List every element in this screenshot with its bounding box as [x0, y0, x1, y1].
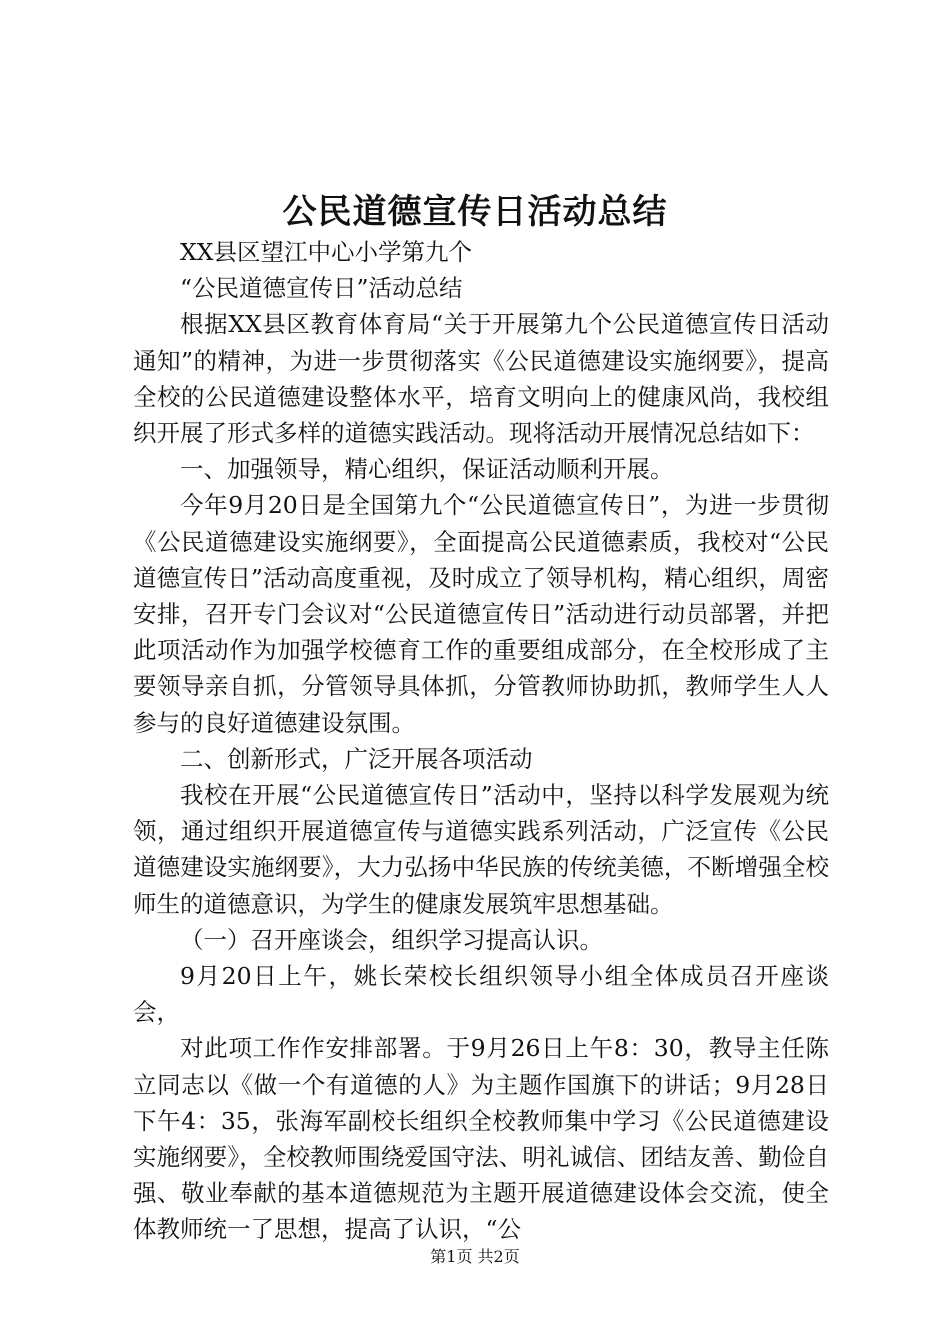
paragraph-school-name: XX县区望江中心小学第九个: [180, 238, 472, 266]
document-body: [133, 234, 829, 1248]
paragraph-meeting: 9月20日上午，姚长荣校长组织领导小组全体成员召开座谈会，: [133, 962, 829, 1027]
paragraph-section-1: 今年9月20日是全国第九个“公民道德宣传日”，为进一步贯彻《公民道德建设实施纲要》，全面提高公民道德素质，我校对“公民道德宣传日”活动高度重视，及时成立了领导机构，精心组织，周密安排，召开专门会议对“公民道德宣传日”活动进行动员部署，并把此项活动作为加强学校德育工作的重要组成部分，在全校形成了主要领导亲自抓，分管领导具体抓，分管教师协助抓，教师学生人人参与的良好道德建设氛围。: [133, 491, 829, 737]
paragraph-arrangement: 对此项工作作安排部署。于9月26日上午8：30，教导主任陈立同志以《做一个有道德的人》为主题作国旗下的讲话；9月28日下午4：35，张海军副校长组织全校教师集中学习《公民道德建设实施纲要》，全校教师围绕爱国守法、明礼诚信、团结友善、勤俭自强、敬业奉献的基本道德规范为主题开展道德建设体会交流，使全体教师统一了思想，提高了认识，“公: [133, 1034, 829, 1244]
document-title: 公民道德宣传日活动总结: [282, 192, 668, 232]
page-number-footer: 第1页 共2页: [430, 1247, 520, 1266]
subsection-heading-1: （一）召开座谈会，组织学习提高认识。: [180, 925, 603, 954]
section-heading-2: 二、创新形式，广泛开展各项活动: [180, 744, 533, 773]
section-heading-1: 一、加强领导，精心组织，保证活动顺利开展。: [180, 455, 674, 484]
paragraph-intro: 根据XX县区教育体育局“关于开展第九个公民道德宣传日活动通知”的精神，为进一步贯彻落实《公民道德建设实施纲要》，提高全校的公民道德建设整体水平，培育文明向上的健康风尚，我校组织开展了形式多样的道德实践活动。现将活动开展情况总结如下：: [133, 310, 829, 448]
paragraph-section-2: 我校在开展“公民道德宣传日”活动中，坚持以科学发展观为统领，通过组织开展道德宣传与道德实践系列活动，广泛宣传《公民道德建设实施纲要》，大力弘扬中华民族的传统美德，不断增强全校师生的道德意识，为学生的健康发展筑牢思想基础。: [133, 781, 829, 918]
paragraph-subtitle: “公民道德宣传日”活动总结: [180, 274, 463, 303]
